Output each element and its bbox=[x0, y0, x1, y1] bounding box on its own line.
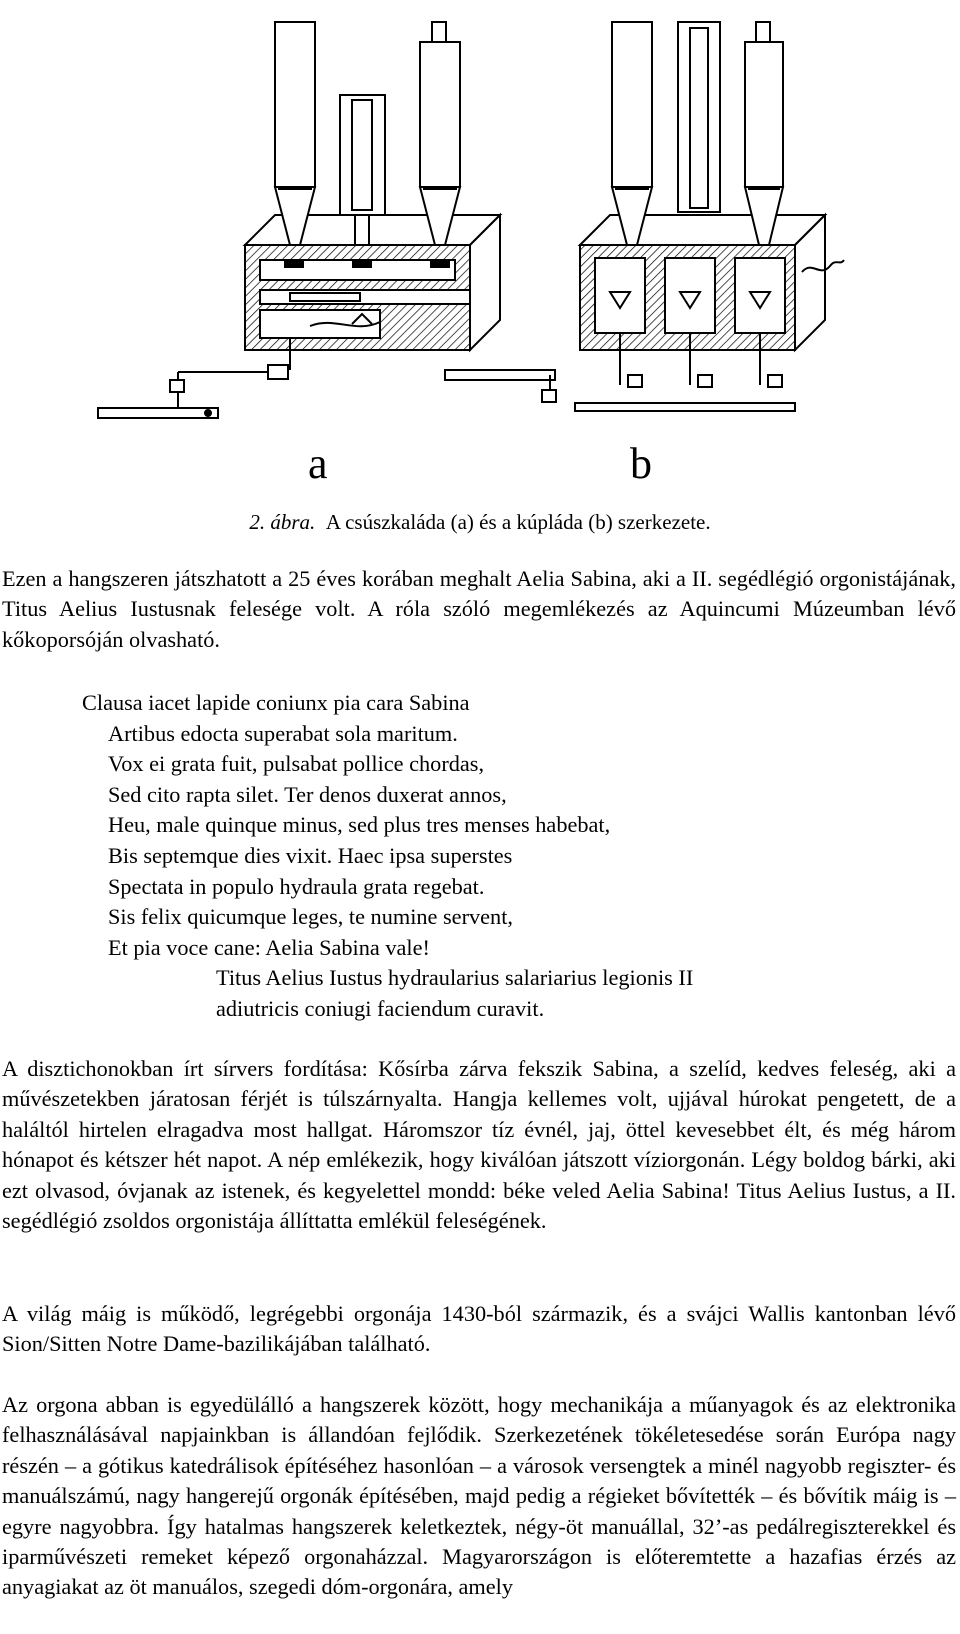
paragraph-text: Ezen a hangszeren játszhatott a 25 éves korában meghalt Aelia Sabina, aki a II. segédlégió orgonistájának, Titus Aelius Iustusnak felesége volt. A róla szóló megemlékezés az Aquincumi Múzeumban lévő kőkoporsóján olvasható. bbox=[2, 566, 956, 652]
paragraph-text: A világ máig is működő, legrégebbi orgonája 1430-ból származik, és a svájci Wallis kantonban lévő Sion/Sitten Notre Dame-bazilikájában található. bbox=[2, 1301, 956, 1357]
figure-caption bbox=[0, 509, 960, 535]
paragraph-text: A disztichonokban írt sírvers fordítása: Kősírba zárva fekszik Sabina, a szelíd, kedves feleség, aki a művészetekben járatosan férjét is túlszárnyalta. Hangja kellemes volt, ujjával húrokat pengetett, de a haláltól hirtelen elragadva most hallgat. Háromszor tíz évnél, jaj, öttel kevesebbet élt, és még három hónapot és kétszer hét napot. A nép emlékezik, hogy kiválóan játszott víziorgonán. Légy boldog bárki, aki ezt olvasod, óvjanak az istenek, és kegyelettel mondd: béke veled Aelia Sabina! Titus Aelius Iustus, a II. segédlégió zsoldos orgonistája állíttatta emlékül feleségének. bbox=[2, 1056, 956, 1234]
figure-label-a: a bbox=[308, 439, 328, 488]
poem-line: Sed cito rapta silet. Ter denos duxerat annos, bbox=[108, 781, 507, 807]
caption-text: A csúszkaláda (a) és a kúpláda (b) szerkezete. bbox=[325, 510, 711, 534]
paragraph-text: Az orgona abban is egyedülálló a hangszerek között, hogy mechanikája a műanyagok és az elektronika felhasználásával napjainkban is állandóan fejlődik. Szerkezetének tökéletesedése során Európa nagy részén – a gótikus katedrálisok építéséhez hasonlóan – a városok versengtek a minél nagyobb regiszter- és manuálszámú, nagy hangerejű orgonák építésében, majd pedig a régieket bővítették – és bővítik máig is – egyre nagyobbra. Így hatalmas hangszerek keletkeztek, négy-öt manuállal, 32’-as pedálregiszterekkel és iparművészeti remeket képező orgonaházzal. Magyarországon is előteremtette a hazafias érzés az anyagiakat az öt manuálos, szegedi dóm-orgonára, amely bbox=[2, 1392, 956, 1600]
poem-line: Et pia voce cane: Aelia Sabina vale! bbox=[108, 934, 430, 960]
caption-prefix: 2. ábra. bbox=[249, 510, 316, 534]
poem-line: Heu, male quinque minus, sed plus tres menses habebat, bbox=[108, 812, 611, 838]
slider-chest-diagram bbox=[98, 22, 500, 418]
cone-chest-diagram bbox=[445, 22, 844, 411]
poem-line: Titus Aelius Iustus hydraularius salariarius legionis II bbox=[216, 965, 694, 991]
poem-line: Spectata in populo hydraula grata regebat. bbox=[108, 873, 485, 899]
poem-line: adiutricis coniugi faciendum curavit. bbox=[216, 996, 545, 1021]
paragraph-translation bbox=[2, 1054, 956, 1236]
poem-line: Artibus edocta superabat sola maritum. bbox=[108, 720, 458, 746]
paragraph-oldest-organ bbox=[2, 1299, 956, 1360]
poem-line: Clausa iacet lapide coniunx pia cara Sabina bbox=[82, 690, 470, 715]
windchest-diagrams bbox=[90, 10, 870, 450]
organ-windchest-figure bbox=[90, 10, 870, 490]
figure-label-b: b bbox=[630, 439, 652, 488]
poem-line: Vox ei grata fuit, pulsabat pollice chordas, bbox=[108, 751, 485, 777]
poem-line: Sis felix quicumque leges, te numine servent, bbox=[108, 904, 513, 930]
paragraph-intro bbox=[2, 564, 956, 655]
paragraph-organ-development bbox=[2, 1390, 956, 1603]
poem-line: Bis septemque dies vixit. Haec ipsa superstes bbox=[108, 843, 513, 868]
